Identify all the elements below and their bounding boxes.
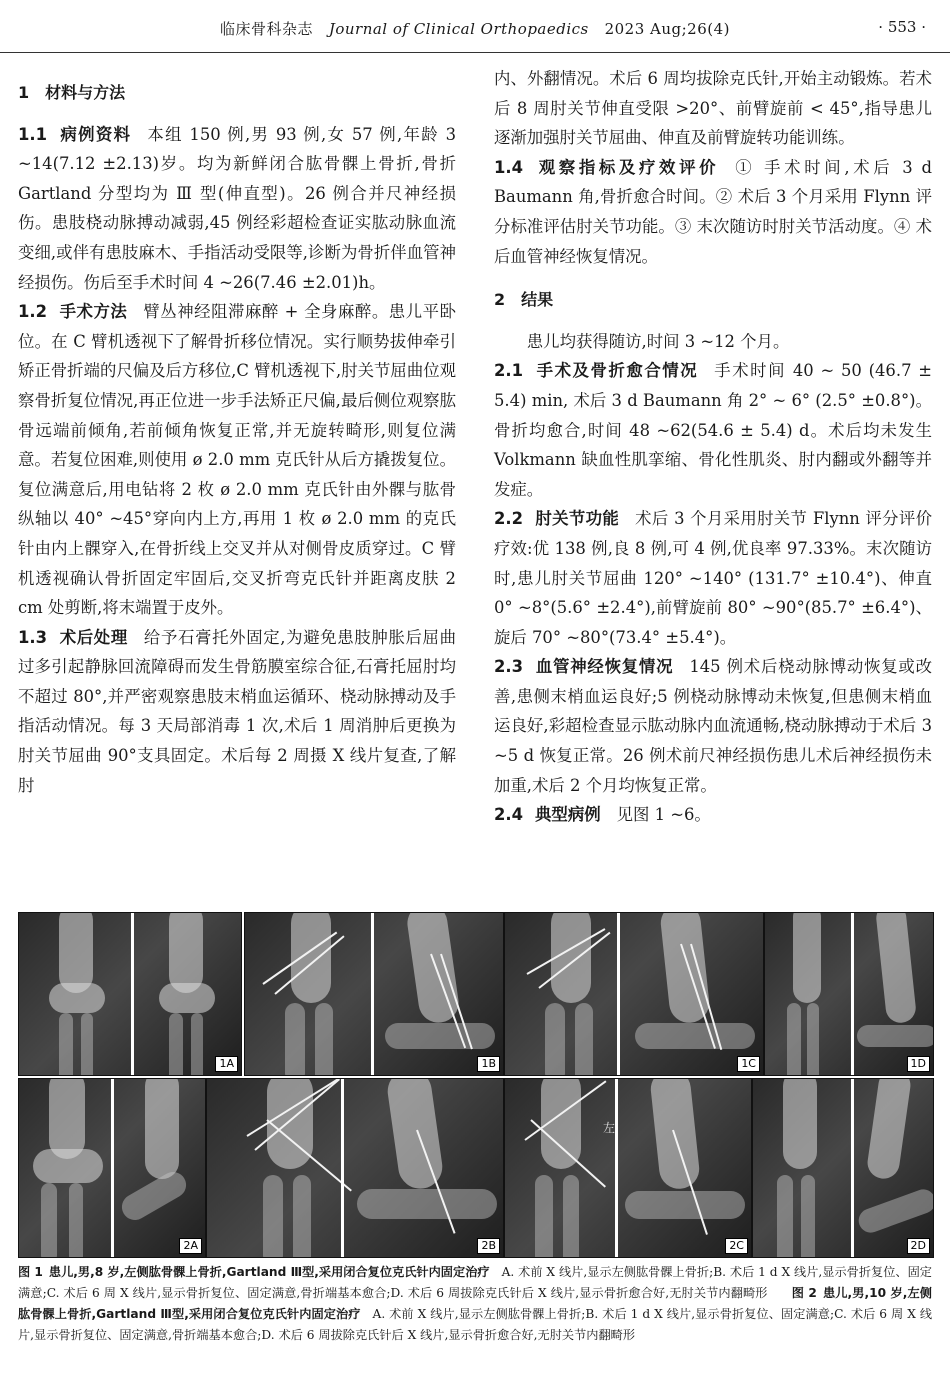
subsection-number: 1.1 xyxy=(18,124,48,144)
figure-caption xyxy=(18,1262,932,1346)
subsection-1-4 xyxy=(494,153,932,271)
subsection-heading: 肘关节功能 xyxy=(535,509,620,529)
subsection-1-1 xyxy=(18,120,456,298)
side-marker: 左 xyxy=(603,1121,616,1135)
subsection-heading: 手术方法 xyxy=(59,302,128,322)
subsection-heading: 血管神经恢复情况 xyxy=(535,657,674,677)
subsection-text: ① 手术时间,术后 3 d Baumann 角,骨折愈合时间。② 术后 3 个月采用 Flynn 评分标准评估肘关节功能。③ 末次随访时肘关节活动度。④ 术后血管神经恢复情况。 xyxy=(494,157,932,266)
subsection-number: 1.2 xyxy=(18,302,48,322)
xray-panel-2b xyxy=(206,1078,504,1258)
panel-label: 2B xyxy=(477,1238,500,1254)
xray-panel-2d xyxy=(752,1078,934,1258)
subsection-text: 术后 3 个月采用肘关节 Flynn 评分评价疗效:优 138 例,良 8 例,可 4 例,优良率 97.33%。末次随访时,患儿肘关节屈曲 120° ~140° (131.7° ±10.4°)、伸直 0° ~8°(5.6° ±2.4°),前臂旋前 80° ~90°(85.7° ±6.4°)、旋后 70° ~80°(73.4° ±5.4°)。 xyxy=(494,509,932,647)
subsection-text: 见图 1 ~6。 xyxy=(616,805,711,825)
subsection-heading: 术后处理 xyxy=(59,627,128,647)
journal-header xyxy=(0,18,950,39)
panel-label: 2C xyxy=(725,1238,748,1254)
section-2-heading xyxy=(494,285,932,315)
figure-1-label: 图 1 xyxy=(18,1265,43,1279)
section-title: 结果 xyxy=(521,290,554,310)
subsection-number: 2.3 xyxy=(494,657,524,677)
section-number: 2 xyxy=(494,290,506,310)
xray-panel-1d xyxy=(764,912,934,1076)
figure-2-text: A. 术前 X 线片,显示左侧肱骨髁上骨折;B. 术后 1 d X 线片,显示骨折复位、固定满意;C. 术后 6 周 X 线片,显示骨折复位、固定满意,骨折端基本愈合;D. 术后 6 周拔除克氏针后 X 线片,显示骨折愈合好,无肘关节内翻畸形 xyxy=(18,1307,933,1342)
subsection-text: 本组 150 例,男 93 例,女 57 例,年龄 3 ~14(7.12 ±2.13)岁。均为新鲜闭合肱骨髁上骨折,骨折 Gartland 分型均为 Ⅲ 型(伸直型)。26 例合并尺神经损伤。患肢桡动脉搏动减弱,45 例经彩超检查证实肱动脉血流变细,或伴有患肢麻木、手指活动受限等,诊断为骨折伴血管神经损伤。伤后至手术时间 4 ~26(7.46 ±2.01)h。 xyxy=(18,124,457,292)
xray-panel-1b xyxy=(244,912,504,1076)
figure-2-label: 图 2 xyxy=(791,1286,817,1300)
section-title: 材料与方法 xyxy=(45,83,126,102)
subsection-number: 2.4 xyxy=(494,805,524,825)
journal-title-en: Journal of Clinical Orthopaedics xyxy=(328,20,589,38)
section-number: 1 xyxy=(18,83,30,102)
figure-grid xyxy=(18,912,932,1256)
subsection-heading: 手术及骨折愈合情况 xyxy=(535,361,699,381)
subsection-2-1 xyxy=(494,356,932,504)
journal-issue: 2023 Aug;26(4) xyxy=(604,20,731,38)
page-number: · 553 · xyxy=(878,18,926,36)
panel-label: 1B xyxy=(477,1056,500,1072)
subsection-2-2 xyxy=(494,504,932,652)
section-2-intro: 患儿均获得随访,时间 3 ~12 个月。 xyxy=(526,331,790,351)
xray-panel-2a xyxy=(18,1078,206,1258)
panel-label: 2A xyxy=(179,1238,202,1254)
xray-panel-1c xyxy=(504,912,764,1076)
xray-panel-1a xyxy=(18,912,242,1076)
subsection-1-3-continued: 内、外翻情况。术后 6 周均拔除克氏针,开始主动锻炼。若术后 8 周肘关节伸直受限 >20°、前臂旋前 < 45°,指导患儿逐渐加强肘关节屈曲、伸直及前臂旋转功能训练。 xyxy=(494,69,932,148)
xray-panel-2c xyxy=(504,1078,752,1258)
subsection-text: 145 例术后桡动脉博动恢复或改善,患侧末梢血运良好;5 例桡动脉博动未恢复,但患侧末梢血运良好,彩超检查显示肱动脉内血流通畅,桡动脉搏动于术后 3 ~5 d 恢复正常。26 例术前尺神经损伤患儿术后神经损伤未加重,术后 2 个月均恢复正常。 xyxy=(494,657,933,795)
right-column xyxy=(494,64,932,830)
figure-1-title: 患儿,男,8 岁,左侧肱骨髁上骨折,Gartland Ⅲ型,采用闭合复位克氏针内固定治疗 xyxy=(48,1265,490,1279)
subsection-number: 1.3 xyxy=(18,627,48,647)
panel-label: 1A xyxy=(215,1056,238,1072)
section-1-heading xyxy=(18,78,456,108)
subsection-number: 2.1 xyxy=(494,361,524,381)
subsection-number: 2.2 xyxy=(494,509,524,529)
subsection-text: 手术时间 40 ~ 50 (46.7 ± 5.4) min, 术后 3 d Baumann 角 2° ~ 6° (2.5° ±0.8°)。骨折均愈合,时间 48 ~62(54.6 ± 5.4) d。术后均未发生 Volkmann 缺血性肌挛缩、骨化性肌炎、肘内翻或外翻等并发症。 xyxy=(494,361,933,499)
panel-label: 1C xyxy=(737,1056,760,1072)
subsection-2-4 xyxy=(494,800,932,830)
left-column xyxy=(18,64,456,800)
subsection-1-3 xyxy=(18,623,456,801)
panel-label: 1D xyxy=(907,1056,930,1072)
subsection-heading: 病例资料 xyxy=(59,124,132,144)
subsection-number: 1.4 xyxy=(494,157,524,177)
subsection-text: 给予石膏托外固定,为避免患肢肿胀后屈曲过多引起静脉回流障碍而发生骨筋膜室综合征,石膏托屈肘均不超过 80°,并严密观察患肢末梢血运循环、桡动脉搏动及手指活动情况。每 3 天局部消毒 1 次,术后 1 周消肿后更换为肘关节屈曲 90°支具固定。术后每 2 周摄 X 线片复查,了解肘 xyxy=(18,627,456,795)
subsection-heading: 典型病例 xyxy=(535,805,601,825)
panel-label: 2D xyxy=(907,1238,930,1254)
figure-1-text: A. 术前 X 线片,显示左侧肱骨髁上骨折;B. 术后 1 d X 线片,显示骨折复位、固定满意;C. 术后 6 周 X 线片,显示骨折复位、固定满意,骨折端基本愈合;D. 术后 6 周拔除克氏针后 X 线片,显示骨折愈合好,无肘关节内翻畸形 xyxy=(18,1265,932,1300)
subsection-heading: 观察指标及疗效评价 xyxy=(535,157,720,177)
figure-2-title: 患儿,男,10 岁,左侧肱骨髁上骨折,Gartland Ⅲ型,采用闭合复位克氏针内固定治疗 xyxy=(18,1286,932,1321)
subsection-2-3 xyxy=(494,652,932,800)
journal-title-cn: 临床骨科杂志 xyxy=(219,20,313,38)
subsection-text: 臂丛神经阻滞麻醉 + 全身麻醉。患儿平卧位。在 C 臂机透视下了解骨折移位情况。实行顺势拔伸牵引矫正骨折端的尺偏及后方移位,C 臂机透视下,肘关节屈曲位观察骨折复位情况,再正位进一步手法矫正尺偏,最后侧位观察肱骨远端前倾角,若前倾角恢复正常,并无旋转畸形,则复位满意。若复位困难,则使用 ø 2.0 mm 克氏针从后方撬拨复位。复位满意后,用电钻将 2 枚 ø 2.0 mm 克氏针由外髁与肱骨纵轴以 40° ~45°穿向内上方,再用 1 枚 ø 2.0 mm 的克氏针由内上髁穿入,在骨折线上交叉并从对侧骨皮质穿过。C 臂机透视确认骨折固定牢固后,交叉折弯克氏针并距离皮肤 2 cm 处剪断,将末端置于皮外。 xyxy=(18,302,457,618)
subsection-1-2 xyxy=(18,297,456,623)
running-header xyxy=(0,0,950,53)
